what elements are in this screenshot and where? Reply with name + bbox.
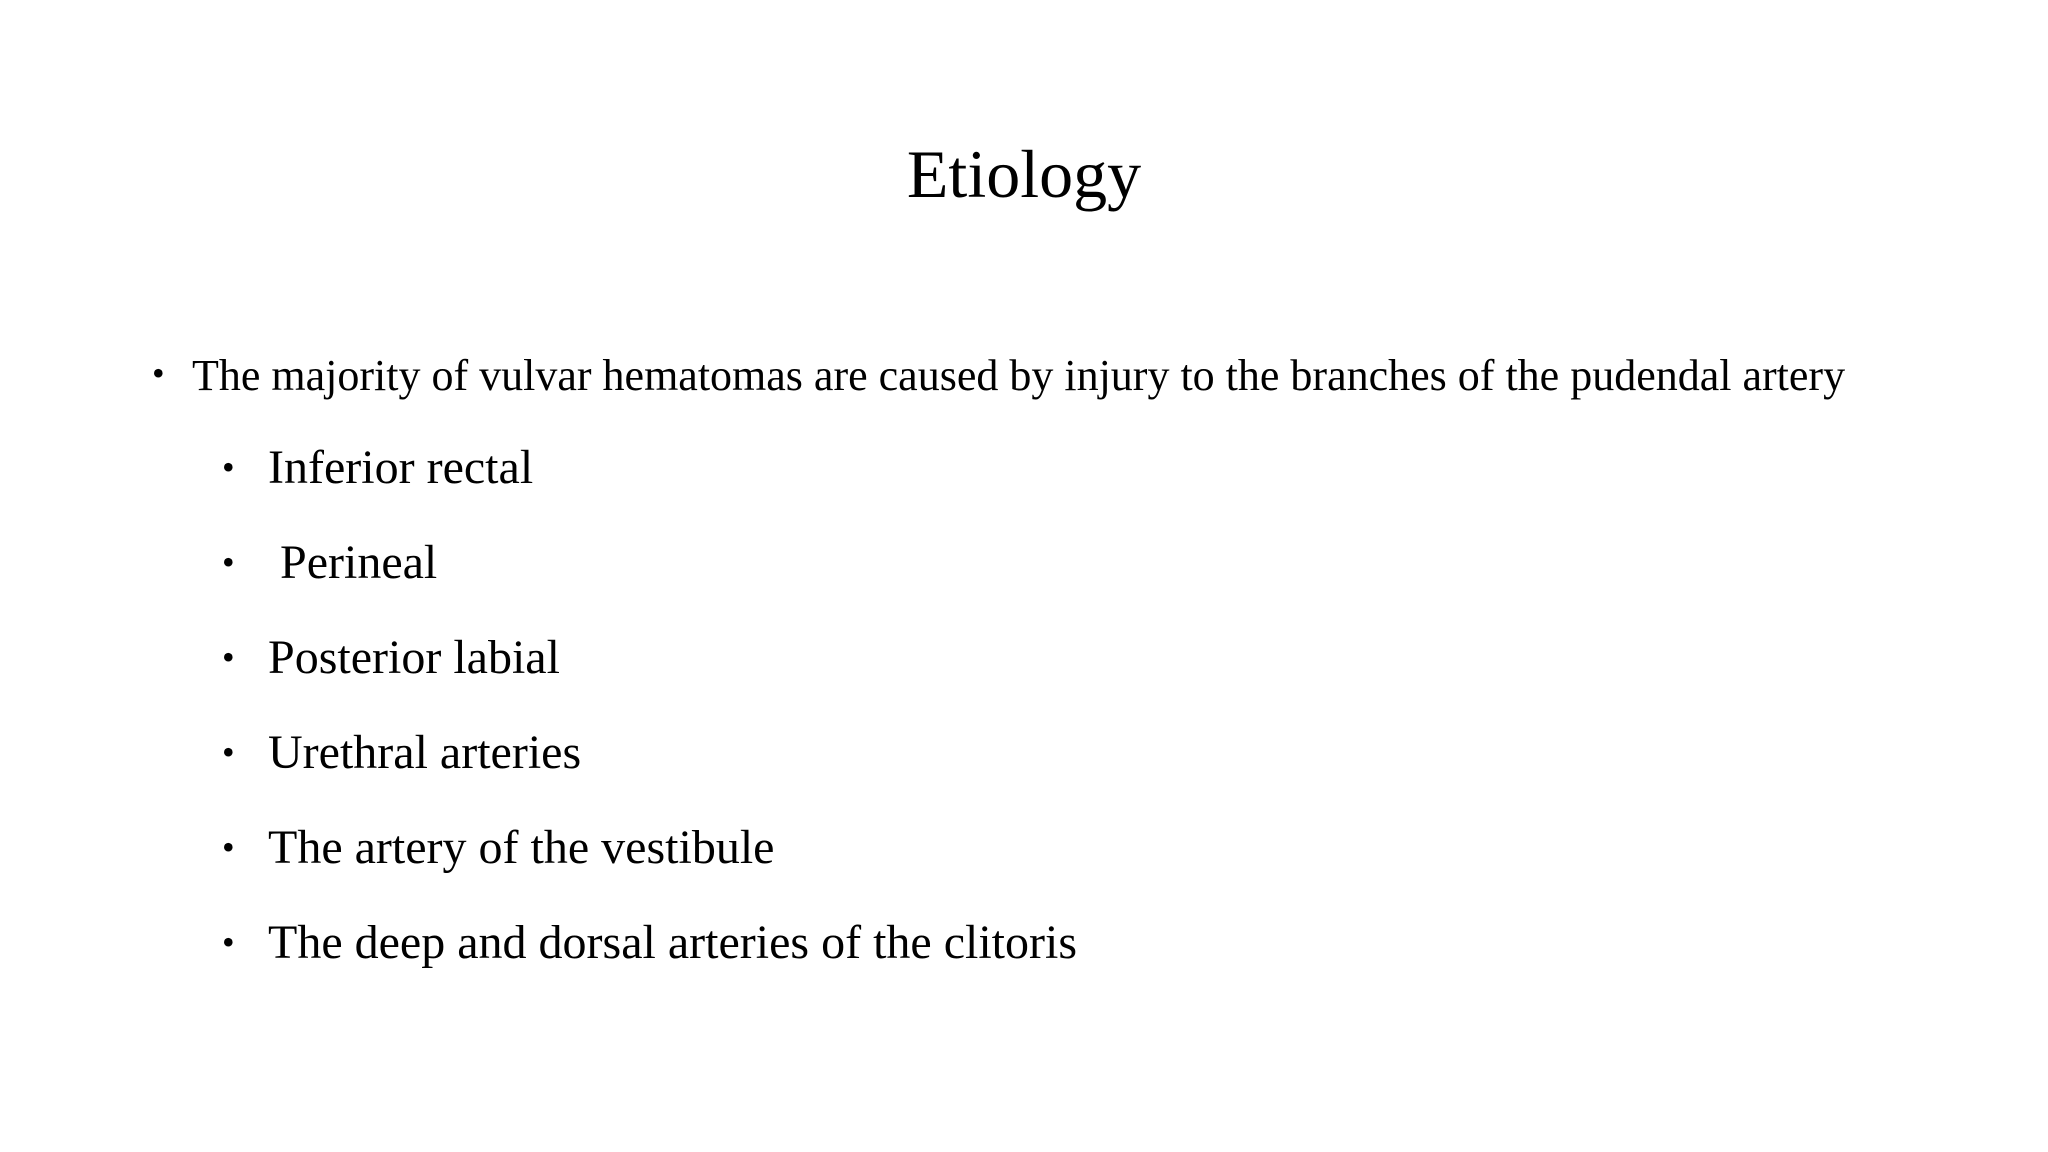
bullet-icon: • [222,542,235,582]
list-item [222,913,1077,1008]
list-item [222,818,1077,913]
sub-bullet-text: Inferior rectal [268,441,534,494]
sub-bullet-text: The deep and dorsal arteries of the clitoris [268,916,1078,969]
bullet-icon: • [222,637,235,677]
main-bullet-point [152,348,1845,404]
sub-bullet-text: Posterior labial [268,631,560,684]
list-item [222,438,1077,533]
bullet-icon: • [152,353,165,393]
bullet-icon: • [222,827,235,867]
bullet-icon: • [222,732,235,772]
sub-bullet-text: The artery of the vestibule [268,821,775,874]
list-item [222,628,1077,723]
slide-title: Etiology [906,136,1142,212]
list-item [222,533,1077,628]
list-item [222,723,1077,818]
bullet-icon: • [222,922,235,962]
sub-bullet-text: Urethral arteries [268,726,582,779]
main-bullet-text: The majority of vulvar hematomas are caused by injury to the branches of the pudendal artery [192,351,1846,400]
sub-bullet-text: Perineal [268,536,438,589]
sub-bullet-list [222,438,1077,1008]
bullet-icon: • [222,447,235,487]
